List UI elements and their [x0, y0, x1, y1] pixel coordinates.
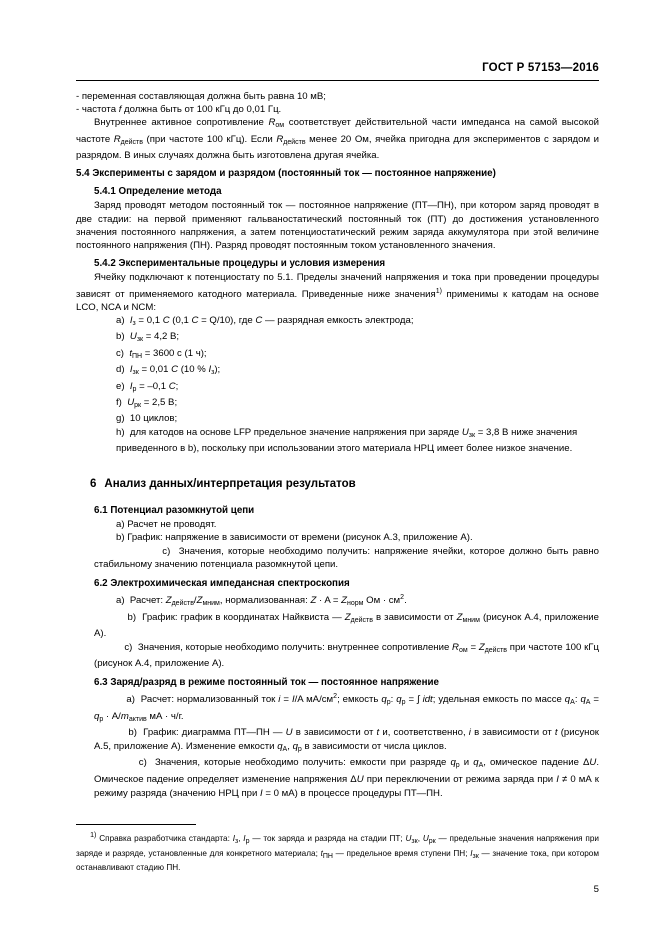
list-item: c) $t_{ПН} = 3600$ с (1 ч); [116, 347, 207, 360]
heading-section-6 [76, 478, 599, 490]
page-header: ГОСТ Р 57153—2016 [482, 62, 599, 74]
heading-5-4-1: 5.4.1 Определение метода [94, 186, 222, 198]
list-item: a) $I_з = 0,1$ C (0,1 C = Q/10), где C — разрядная емкость электрода; [116, 315, 414, 328]
list-item: b) График: график в координатах Найквиста — $Z_{действ}$ в зависимости от $Z_{мним}$ (рисунок А.4, приложение А). [94, 611, 599, 640]
list-item: a) Расчет: $Z_{действ}/Z_{мним}$, нормализованная: $Z \cdot A = Z_{норм}$ Ом · $см^2$. [116, 594, 407, 608]
list-item: b) График: диаграмма ПТ—ПН — U в зависимости от t и, соответственно, i в зависимости от t (рисунок А.5, приложение А). Изменение емкости $q_A$, $q_р$ в зависимости от числа циклов. [94, 727, 600, 753]
list-item: h) для катодов на основе LFP предельное значение напряжения при заряде $U_{зк} = 3,8$ В ниже значения приведенного в b), поскольку при использовании этого материала НРЦ имеет более низкое значение. [116, 426, 578, 455]
footnote [76, 830, 599, 874]
list-item: c) Значения, которые необходимо получить: емкости при разряде $q_р$ и $q_A$, омическое падение ΔU. Омическое падение определяет изменение напряжения ΔU при переключении от режима заряда при I ≠ 0 мА к режиму разряда (значению НРЦ при I = 0 мА) в процессе процедуры ПТ—ПН. [94, 757, 599, 799]
heading-6-2: 6.2 Электрохимическая импедансная спектроскопия [94, 577, 350, 589]
heading-6-3: 6.3 Заряд/разряд в режиме постоянный ток — постоянное напряжение [94, 676, 439, 688]
page-number: 5 [593, 884, 599, 895]
footnote-text: $^{1)}$ Справка разработчика стандарта: $I_з$, $I_р$ — ток заряда и разряда на стадии ПТ; $U_{зк}$, $U_{рк}$ — предельные значения напряжения при заряде и разряде, установленные для конкретного материала; $t_{ПН}$ — предельное время ступени ПН; $I_{зк}$ — значение тока, при котором останавливают стадию ПН. [76, 832, 599, 873]
paragraph-5-4-2: Ячейку подключают к потенциостату по 5.1. Пределы значений напряжения и тока при проведении процедуры зависят от применяемого катодного материала. Приведенные ниже значения$^{1)}$ применимы к катодам на основе LCO, NCA и NCM: [76, 272, 599, 313]
list-item: d) $I_{зк} = 0,01$ C (10 % $I_з$); [116, 364, 221, 377]
heading-section-6-number: 6 [90, 477, 97, 490]
paragraph-5-4-1: Заряд проводят методом постоянный ток — постоянное напряжение (ПТ—ПН), при котором заряд проводят в две стадии: на первой применяют гальваностатический постоянный ток (ПТ) до достижения установленного значения постоянного напряжения, а затем потенциостатический режим заряда аккумулятора при этой величине постоянного напряжения (ПН). Разряд проводят постоянным током установленного значения. [76, 200, 599, 252]
list-item: g) 10 циклов; [116, 413, 178, 425]
bullet-item-2: - частота f должна быть от 100 кГц до 0,01 Гц. [76, 104, 282, 116]
list-item: e) $I_р = -0,1$ C; [116, 380, 179, 393]
heading-5-4-2: 5.4.2 Экспериментальные процедуры и условия измерения [94, 258, 386, 270]
paragraph-impedance: Внутреннее активное сопротивление $R_{ом}$ соответствует действительной части импеданса на самой высокой частоте $R_{действ}$ (при частоте 100 кГц). Если $R_{действ}$ менее 20 Ом, ячейка пригодна для экспериментов с зарядом и разрядом. В иных случаях должна быть изготовлена другая ячейка. [76, 117, 600, 161]
heading-5-4: 5.4 Эксперименты с зарядом и разрядом (постоянный ток — постоянное напряжение) [76, 168, 496, 180]
list-item: b) $U_{зк} = 4,2$ В; [116, 331, 180, 344]
heading-section-6-text: Анализ данных/интерпретация результатов [104, 477, 356, 490]
list-item: b) График: напряжение в зависимости от времени (рисунок А.3, приложение А). [116, 532, 473, 544]
footnote-separator [76, 824, 196, 825]
bullet-item-1: - переменная составляющая должна быть равна 10 мВ; [76, 91, 326, 102]
list-item: c) Значения, которые необходимо получить: внутреннее сопротивление $R_{ом} = Z_{действ}$ при частоте 100 кГц (рисунок А.4, приложение А). [94, 641, 599, 670]
list-item: a) Расчет не проводят. [116, 518, 217, 530]
page-content [76, 90, 599, 800]
list-item: c) Значения, которые необходимо получить: напряжение ячейки, которое должно быть равно стабильному значению потенциала разомкнутой цепи. [94, 545, 599, 571]
list-item: f) $U_{рк} = 2,5$ В; [116, 397, 178, 410]
heading-6-1: 6.1 Потенциал разомкнутой цепи [94, 504, 255, 516]
header-rule [76, 80, 599, 81]
list-item: a) Расчет: нормализованный ток i = I/A $мА/см^2$; емкость $q_р$: $q_р$ = ∫ idt; удельная емкость по массе $q_A$: $q_A = q_р \cdot A/m_{актив}$ мА · ч/г. [94, 693, 599, 723]
